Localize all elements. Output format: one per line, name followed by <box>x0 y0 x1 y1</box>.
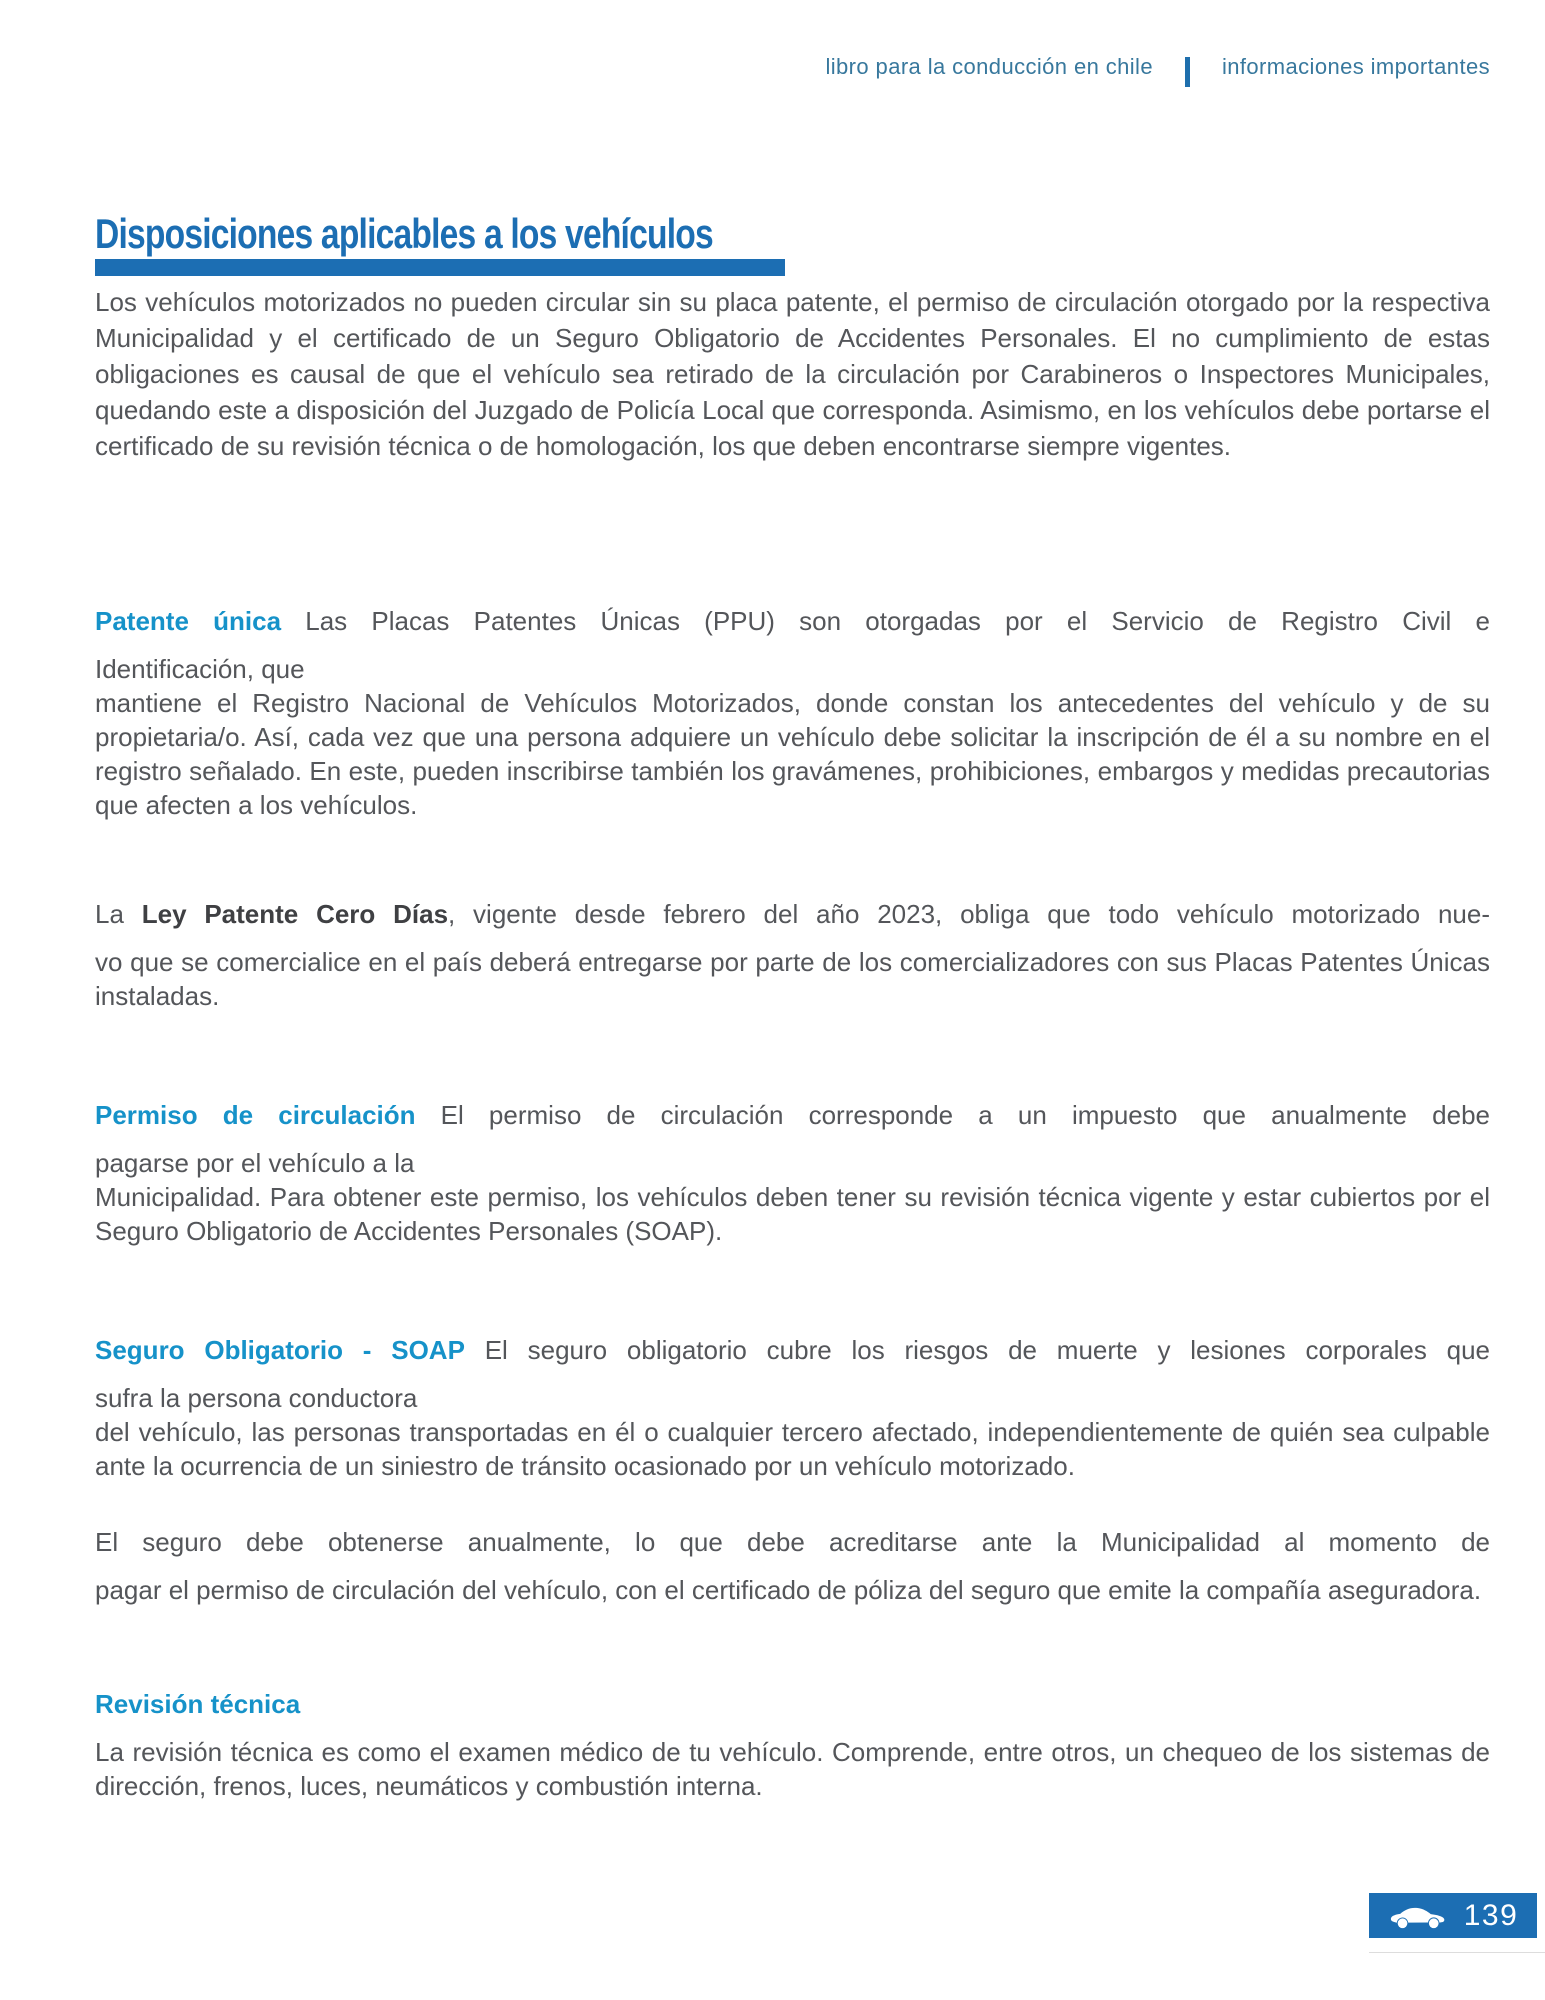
page-content <box>95 52 1490 1803</box>
page-number: 139 <box>1463 1898 1519 1932</box>
header-left-label: libro para la conducción en chile <box>825 54 1153 79</box>
title-underline-bar <box>95 259 785 276</box>
page-title: Disposiciones aplicables a los vehículos <box>95 210 713 257</box>
section-lead-text: Las Placas Patentes Únicas (PPU) son otorgadas por el Servicio de Registro Civil e <box>305 606 1490 636</box>
section-carry-line: Identificación, que <box>95 654 305 684</box>
section-permiso-circulacion <box>95 1098 1490 1248</box>
lead-bold-term: Ley Patente Cero Días <box>141 899 449 929</box>
section-body: del vehículo, las personas transportadas en él o cualquier tercero afectado, independientemente de quién sea culpable ante la ocurrencia de un siniestro de tránsito ocasionado por un vehículo motorizado. <box>95 1417 1490 1481</box>
running-header <box>95 52 1490 82</box>
section-carry-line: sufra la persona conductora <box>95 1383 418 1413</box>
section-heading: Permiso de circulación <box>95 1100 416 1130</box>
section-ley-patente <box>95 897 1490 1013</box>
section-body: Municipalidad. Para obtener este permiso, los vehículos deben tener su revisión técnica vigente y estar cubiertos por el Seguro Obligatorio de Accidentes Personales (SOAP). <box>95 1182 1490 1246</box>
footer-edge-line <box>1369 1952 1545 1953</box>
lead-rest: , vigente desde febrero del año 2023, obliga que todo vehículo motorizado nue- <box>448 899 1490 929</box>
section-seguro-anual <box>95 1525 1490 1607</box>
section-seguro-obligatorio <box>95 1333 1490 1483</box>
lead-prefix: La <box>95 899 124 929</box>
header-right-label: informaciones importantes <box>1221 54 1490 79</box>
section-heading: Seguro Obligatorio - SOAP <box>95 1335 465 1365</box>
section-lead: El seguro debe obtenerse anualmente, lo que debe acreditarse ante la Municipalidad al momento de <box>95 1527 1490 1557</box>
intro-paragraph: Los vehículos motorizados no pueden circular sin su placa patente, el permiso de circulación otorgado por la respectiva Municipalidad y el certificado de un Seguro Obligatorio de Accidentes Personales. El no cumplimiento de estas obligaciones es causal de que el vehículo sea retirado de la circulación por Carabineros o Inspectores Municipales, quedando este a disposición del Juzgado de Policía Local que corresponda. Asimismo, en los vehículos debe portarse el certificado de su revisión técnica o de homologación, los que deben encontrarse siempre vigentes. <box>95 287 1490 461</box>
section-heading: Revisión técnica <box>95 1689 301 1719</box>
page-number-badge <box>1369 1893 1537 1938</box>
section-lead <box>95 897 1490 931</box>
section-carry-line: pagarse por el vehículo a la <box>95 1148 415 1178</box>
section-lead-text: El permiso de circulación corresponde a un impuesto que anualmente debe <box>440 1100 1490 1130</box>
section-body: La revisión técnica es como el examen médico de tu vehículo. Comprende, entre otros, un chequeo de los sistemas de dirección, frenos, luces, neumáticos y combustión interna. <box>95 1737 1490 1801</box>
section-body: pagar el permiso de circulación del vehículo, con el certificado de póliza del seguro que emite la compañía aseguradora. <box>95 1575 1482 1605</box>
section-lead <box>95 1333 1490 1367</box>
section-lead <box>95 604 1490 638</box>
section-body: mantiene el Registro Nacional de Vehículos Motorizados, donde constan los antecedentes del vehículo y de su propietaria/o. Así, cada vez que una persona adquiere un vehículo debe solicitar la inscripción de él a su nombre en el registro señalado. En este, pueden inscribirse también los gravámenes, prohibiciones, embargos y medidas precautorias que afecten a los vehículos. <box>95 688 1490 820</box>
section-heading: Patente única <box>95 606 282 636</box>
section-lead <box>95 1098 1490 1132</box>
section-lead-text: El seguro obligatorio cubre los riesgos de muerte y lesiones corporales que <box>484 1335 1491 1365</box>
section-revision-tecnica <box>95 1687 1490 1803</box>
car-icon <box>1388 1901 1450 1931</box>
section-body: vo que se comercialice en el país deberá entregarse por parte de los comercializadores con sus Placas Patentes Únicas instaladas. <box>95 947 1490 1011</box>
header-separator <box>1185 57 1190 87</box>
section-patente-unica <box>95 604 1490 822</box>
